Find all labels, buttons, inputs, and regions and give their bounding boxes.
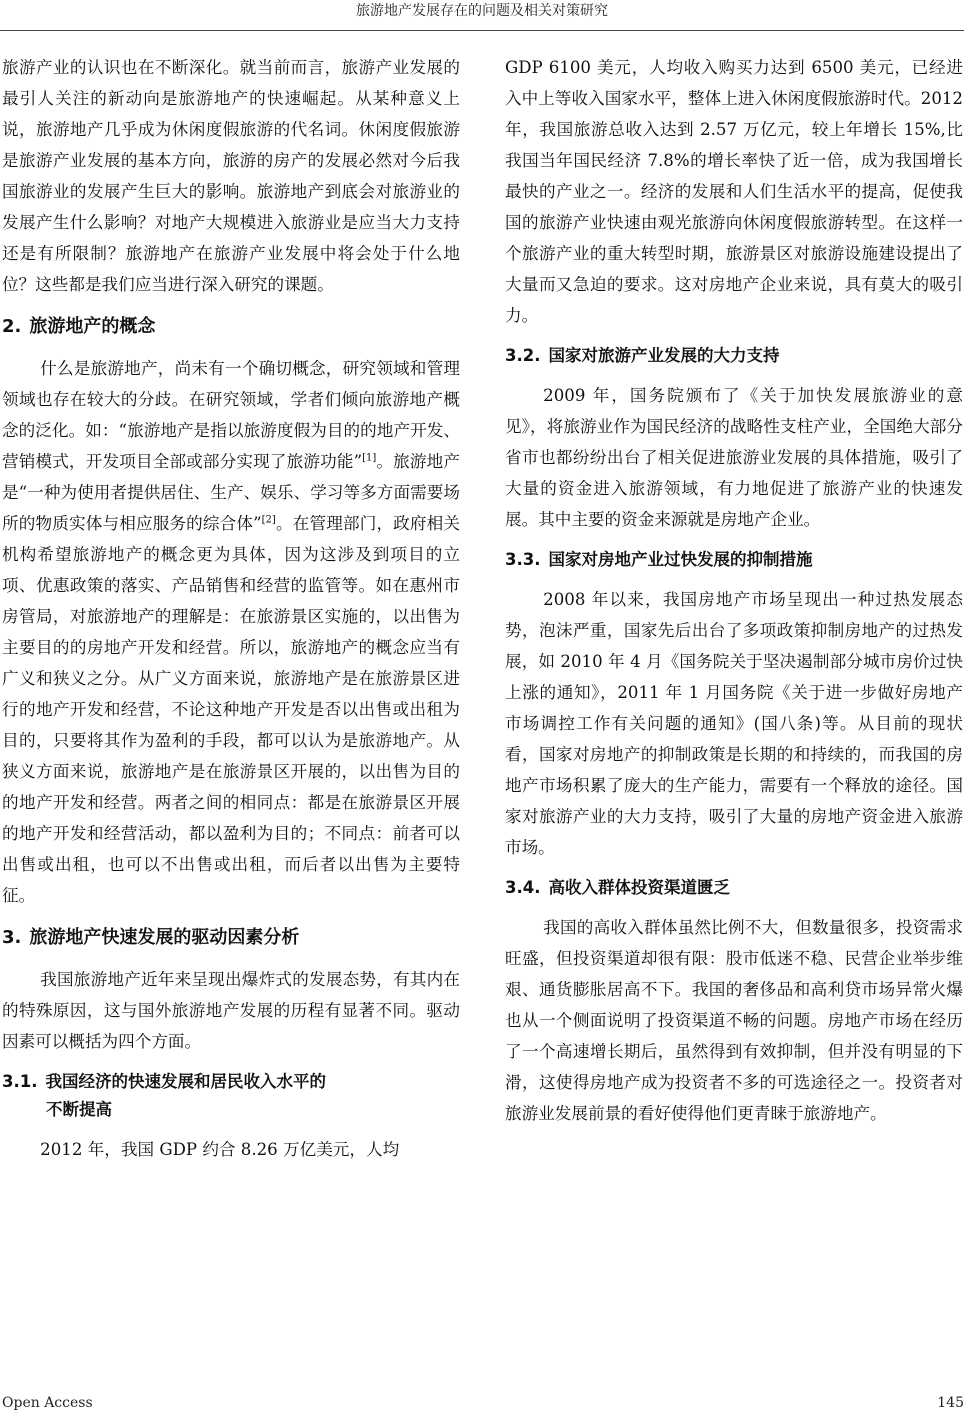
section-number: 3.4. [505, 878, 541, 897]
section-number: 3.1. [2, 1072, 38, 1091]
section-2-heading [2, 313, 460, 341]
section-2-paragraph [2, 353, 460, 911]
section-3-4-heading [505, 874, 963, 902]
left-column [2, 52, 460, 1165]
section-number: 3.3. [505, 550, 541, 569]
right-column [505, 52, 963, 1129]
citation-2[interactable]: [2] [261, 514, 276, 526]
text-run: 什么是旅游地产，尚未有一个确切概念，研究领域和管理领域也存在较大的分歧。在研究领域，学者们倾向旅游地产概念的泛化。如：“旅游地产是指以旅游度假为目的的地产开发、营销模式，开发项目全部或部分实现了旅游功能” [2, 359, 460, 471]
section-3-2-heading [505, 342, 963, 370]
section-title: 高收入群体投资渠道匮乏 [548, 878, 730, 897]
intro-paragraph: 旅游产业的认识也在不断深化。就当前而言，旅游产业发展的最引人关注的新动向是旅游地产的快速崛起。从某种意义上说，旅游地产几乎成为休闲度假旅游的代名词。休闲度假旅游是旅游产业发展的基本方向，旅游的房产的发展必然对今后我国旅游业的发展产生巨大的影响。旅游地产到底会对旅游业的发展产生什么影响？对地产大规模进入旅游业是应当大力支持还是有所限制？旅游地产在旅游产业发展中将会处于什么地位？这些都是我们应当进行深入研究的课题。 [2, 58, 460, 294]
journal-name: Open Access [2, 1395, 93, 1411]
section-3-paragraph: 我国旅游地产近年来呈现出爆炸式的发展态势，有其内在的特殊原因，这与国外旅游地产发展的历程有显著不同。驱动因素可以概括为四个方面。 [2, 970, 460, 1051]
section-3-3-paragraph: 2008 年以来，我国房地产市场呈现出一种过热发展态势，泡沫严重，国家先后出台了多项政策抑制房地产的过热发展，如 2010 年 4 月《国务院关于坚决遏制部分城市房价过快上涨的通知》，2011 年 1 月国务院《关于进一步做好房地产市场调控工作有关问题的通知》(国八条)等。从目前的现状看，国家对房地产的抑制政策是长期的和持续的，而我国的房地产市场积累了庞大的生产能力，需要有一个释放的途径。国家对旅游产业的大力支持，吸引了大量的房地产资金进入旅游市场。 [505, 590, 963, 857]
section-3-1-paragraph-continued: GDP 6100 美元，人均收入购买力达到 6500 美元，已经进入中上等收入国家水平，整体上进入休闲度假旅游时代。2012 年，我国旅游总收入达到 2.57 万亿元，较上年增长 15%,比我国当年国民经济 7.8%的增长率快了近一倍，成为我国增长最快的产业之一。经济的发展和人们生活水平的提高，促使我国的旅游产业快速由观光旅游向休闲度假旅游转型。在这样一个旅游产业的重大转型时期，旅游景区对旅游设施建设提出了大量而又急迫的要求。这对房地产企业来说，具有莫大的吸引力。 [505, 58, 963, 325]
section-number: 3.2. [505, 346, 541, 365]
section-title-line1: 我国经济的快速发展和居民收入水平的 [45, 1072, 326, 1091]
section-3-1-heading [2, 1068, 460, 1124]
section-number: 3. [2, 927, 22, 948]
page-number: 145 [937, 1395, 964, 1411]
section-title: 国家对房地产业过快发展的抑制措施 [548, 550, 813, 569]
section-title: 国家对旅游产业发展的大力支持 [548, 346, 780, 365]
section-3-heading [2, 924, 460, 952]
text-run: 。旅游地产是“一种为使用者提供居住、生产、娱乐、学习等多方面需要场所的物质实体与相应服务的综合体” [2, 452, 461, 533]
section-number: 2. [2, 316, 22, 337]
section-3-3-heading [505, 546, 963, 574]
running-header: 旅游地产发展存在的问题及相关对策研究 [0, 0, 964, 31]
section-3-4-paragraph: 我国的高收入群体虽然比例不大，但数量很多，投资需求旺盛，但投资渠道却很有限：股市低迷不稳、民营企业举步维艰、通货膨胀居高不下。我国的奢侈品和高利贷市场异常火爆也从一个侧面说明了投资渠道不畅的问题。房地产市场在经历了一个高速增长期后，虽然得到有效抑制，但并没有明显的下滑，这使得房地产成为投资者不多的可选途径之一。投资者对旅游业发展前景的看好使得他们更青睐于旅游地产。 [505, 918, 963, 1123]
section-title: 旅游地产快速发展的驱动因素分析 [29, 927, 300, 948]
section-3-2-paragraph: 2009 年，国务院颁布了《关于加快发展旅游业的意见》，将旅游业作为国民经济的战略性支柱产业，全国绝大部分省市也都纷纷出台了相关促进旅游业发展的具体措施，吸引了大量的资金进入旅游领域，有力地促进了旅游产业的快速发展。其中主要的资金来源就是房地产企业。 [505, 386, 963, 529]
section-title-line2: 不断提高 [46, 1100, 112, 1119]
text-run: 。在管理部门，政府相关机构希望旅游地产的概念更为具体，因为这涉及到项目的立项、优惠政策的落实、产品销售和经营的监管等。如在惠州市房管局，对旅游地产的理解是：在旅游景区实施的，以出售为主要目的的房地产开发和经营。所以，旅游地产的概念应当有广义和狭义之分。从广义方面来说，旅游地产是在旅游景区进行的地产开发和经营，不论这种地产开发是否以出售或出租为目的，只要将其作为盈利的手段，都可以认为是旅游地产。从狭义方面来说，旅游地产是在旅游景区开展的，以出售为目的的地产开发和经营。两者之间的相同点：都是在旅游景区开展的地产开发和经营活动，都以盈利为目的；不同点：前者可以出售或出租，也可以不出售或出租，而后者以出售为主要特征。 [2, 514, 461, 905]
citation-1[interactable]: [1] [362, 452, 377, 464]
section-3-1-paragraph-start: 2012 年，我国 GDP 约合 8.26 万亿美元，人均 [40, 1140, 400, 1159]
page-footer [0, 1392, 964, 1414]
section-title: 旅游地产的概念 [29, 316, 156, 337]
